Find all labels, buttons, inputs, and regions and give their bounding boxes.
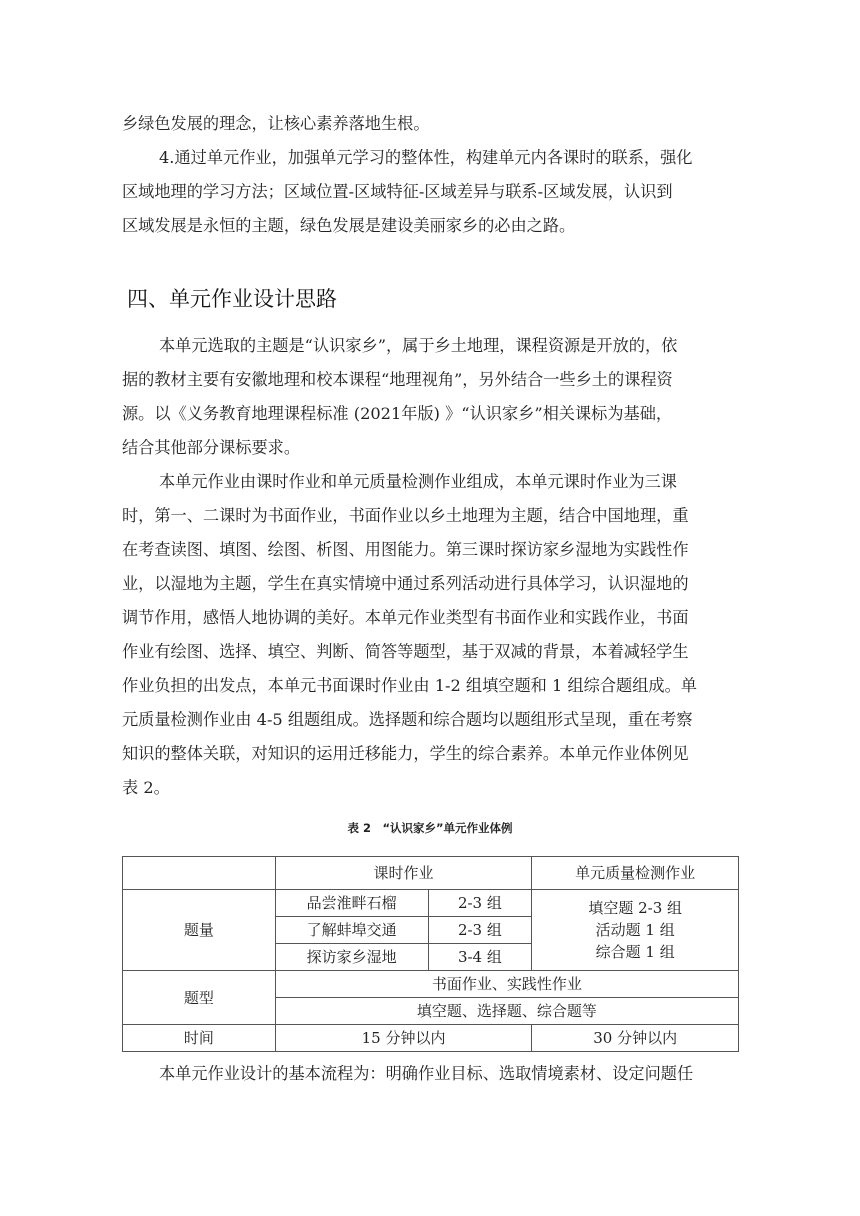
time-lesson: 15 分钟以内	[275, 1025, 532, 1052]
unit-count-line: 活动题 1 组	[595, 921, 675, 939]
text-line: 元质量检测作业由 4-5 组题组成。选择题和综合题均以题组形式呈现，重在考察	[122, 710, 693, 729]
lesson-count: 3-4 组	[428, 944, 532, 971]
paragraph-point-4	[122, 141, 740, 243]
unit-count-line: 综合题 1 组	[595, 943, 675, 961]
text-line: 作业负担的出发点，本单元书面课时作业由 1-2 组填空题和 1 组综合题组成。单	[122, 676, 697, 695]
text-line: 结合其他部分课标要求。	[122, 438, 301, 457]
text-line: 作业有绘图、选择、填空、判断、简答等题型，基于双减的背景，本着减轻学生	[122, 642, 689, 661]
text-line: 知识的整体关联，对知识的运用迁移能力，学生的综合素养。本单元作业体例见	[122, 744, 689, 763]
text-line: 本单元选取的主题是“认识家乡”，属于乡土地理，课程资源是开放的，依	[159, 336, 678, 355]
paragraph-intro-tail	[122, 107, 740, 141]
text-line: 源。以《义务教育地理课程标准 (2021年版) 》“认识家乡”相关课标为基础，	[122, 404, 673, 423]
row-label-questions: 题量	[123, 890, 276, 971]
text-line: 业，以湿地为主题，学生在真实情境中通过系列活动进行具体学习，认识湿地的	[122, 574, 689, 593]
text-line: 本单元作业由课时作业和单元质量检测作业组成，本单元课时作业为三课	[159, 472, 677, 491]
types-lesson: 书面作业、实践性作业	[275, 971, 738, 998]
text-line: 时，第一、二课时为书面作业，书面作业以乡土地理为主题，结合中国地理，重	[122, 506, 689, 525]
text-line: 在考查读图、填图、绘图、析图、用图能力。第三课时探访家乡湿地为实践性作	[122, 540, 689, 559]
unit-question-counts	[532, 890, 739, 971]
lesson-count: 2-3 组	[428, 917, 532, 944]
lesson-name: 品尝淮畔石榴	[275, 890, 428, 917]
types-unit: 填空题、选择题、综合题等	[275, 998, 738, 1025]
table-caption: 表 2 “认识家乡”单元作业体例	[347, 821, 513, 835]
lesson-count: 2-3 组	[428, 890, 532, 917]
time-unit: 30 分钟以内	[532, 1025, 739, 1052]
paragraph-composition	[122, 465, 740, 805]
text-line: 区域地理的学习方法；区域位置-区域特征-区域差异与联系-区域发展，认识到	[122, 182, 673, 201]
row-label-time: 时间	[123, 1025, 276, 1052]
text-line: 区域发展是永恒的主题，绿色发展是建设美丽家乡的必由之路。	[122, 216, 576, 235]
table-header-lesson: 课时作业	[275, 857, 532, 890]
paragraph-theme	[122, 329, 740, 465]
lesson-name: 了解蚌埠交通	[275, 917, 428, 944]
row-label-types: 题型	[123, 971, 276, 1025]
assignment-format-table	[122, 856, 739, 1052]
paragraph-process	[122, 1057, 740, 1091]
section-heading: 四、单元作业设计思路	[127, 287, 337, 311]
text-line: 4.通过单元作业，加强单元学习的整体性，构建单元内各课时的联系，强化	[159, 148, 693, 167]
text-line: 乡绿色发展的理念，让核心素养落地生根。	[122, 114, 430, 133]
text-line: 据的教材主要有安徽地理和校本课程“地理视角”，另外结合一些乡土的课程资	[122, 370, 673, 389]
table-header-blank	[123, 857, 276, 890]
lesson-name: 探访家乡湿地	[275, 944, 428, 971]
text-line: 调节作用，感悟人地协调的美好。本单元作业类型有书面作业和实践作业，书面	[122, 608, 689, 627]
text-line: 本单元作业设计的基本流程为：明确作业目标、选取情境素材、设定问题任	[159, 1064, 694, 1083]
table-header-unit: 单元质量检测作业	[532, 857, 739, 890]
text-line: 表 2。	[122, 778, 170, 797]
unit-count-line: 填空题 2-3 组	[588, 899, 683, 917]
